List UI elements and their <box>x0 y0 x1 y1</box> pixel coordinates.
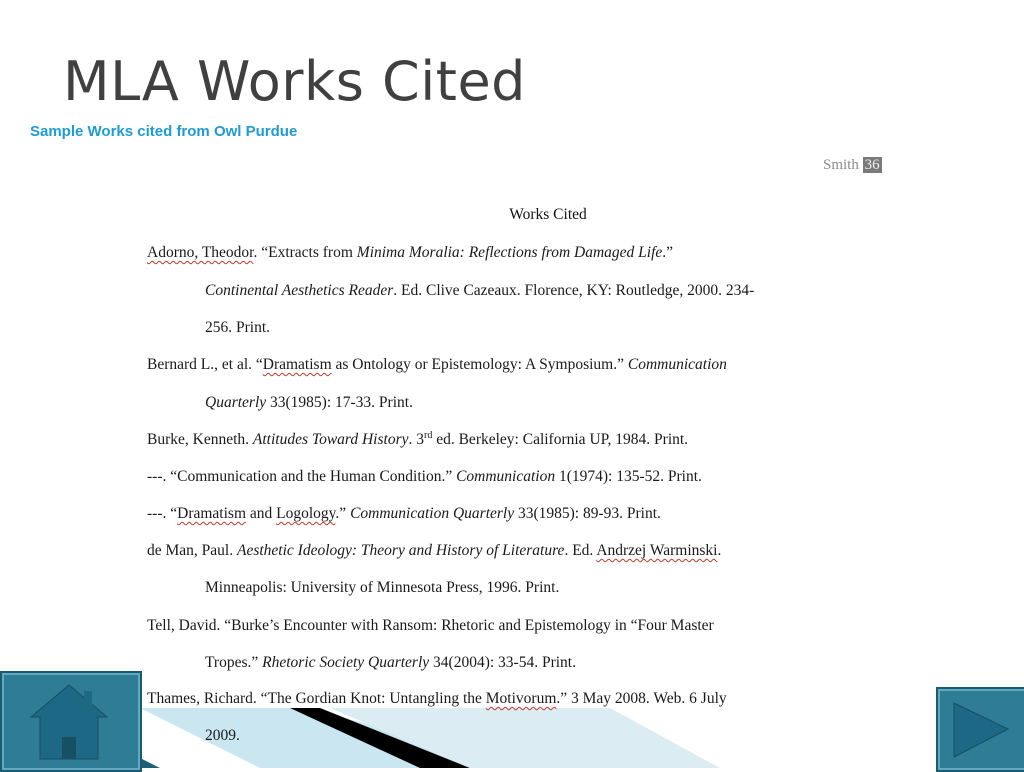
citation-deman-line-1 <box>147 542 721 560</box>
journal-title: Rhetoric Society Quarterly <box>262 654 430 671</box>
citation-text: . “Extracts from <box>253 244 357 261</box>
citation-bernard-line-2 <box>205 394 413 412</box>
misspelled-word: Dramatism <box>262 356 332 373</box>
works-cited-heading: Works Cited <box>509 206 587 223</box>
citation-text: Thames, Richard. “The Gordian Knot: Untangling the <box>147 690 486 707</box>
citation-adorno-line-1 <box>147 244 673 262</box>
journal-title: Quarterly <box>205 394 267 411</box>
slide-subtitle: Sample Works cited from Owl Purdue <box>30 123 298 140</box>
home-icon <box>2 673 136 766</box>
decorative-stripes <box>0 708 1024 768</box>
citation-tell-line-2 <box>205 654 576 672</box>
misspelled-word: Motivorum <box>485 690 557 707</box>
journal-title: Communication Quarterly <box>350 505 515 522</box>
document-page-header <box>823 157 882 174</box>
book-title: Attitudes Toward History <box>252 431 409 449</box>
citation-text: Bernard L., et al. “ <box>147 356 263 373</box>
citation-text: and <box>246 505 277 522</box>
citation-text: .” <box>662 244 674 261</box>
citation-burke-1 <box>147 430 688 449</box>
citation-text: 33(1985): 17-33. Print. <box>266 394 413 411</box>
citation-text: ed. Berkeley: California UP, 1984. Print. <box>432 431 689 449</box>
citation-text: ---. “Communication and the Human Condition.” <box>147 468 457 485</box>
misspelled-word: Andrzej Warminski <box>596 542 718 559</box>
author-name: Adorno, Theodor <box>147 244 254 261</box>
citation-tell-line-1: Tell, David. “Burke’s Encounter with Ransom: Rhetoric and Epistemology in “Four Master <box>147 617 714 634</box>
citation-text: Tropes.” <box>205 654 263 671</box>
citation-text: as Ontology or Epistemology: A Symposium.” <box>331 356 628 373</box>
header-author-name: Smith <box>823 157 859 173</box>
misspelled-word: Logology <box>276 505 336 522</box>
citation-thames-line-2: 2009. <box>205 727 240 744</box>
book-title: Continental Aesthetics Reader <box>205 282 394 299</box>
citation-burke-2 <box>147 468 702 486</box>
journal-title: Communication <box>627 356 727 373</box>
citation-text: .” <box>335 505 351 522</box>
citation-bernard-line-1 <box>147 356 727 374</box>
citation-deman-line-2: Minneapolis: University of Minnesota Press, 1996. Print. <box>205 579 560 596</box>
journal-title: Communication <box>456 468 556 485</box>
citation-text: . 3 <box>408 431 424 449</box>
slide-title: MLA Works Cited <box>63 50 526 113</box>
citation-adorno-line-3: 256. Print. <box>205 319 271 336</box>
misspelled-word: Dramatism <box>177 505 246 522</box>
citation-burke-3 <box>147 505 661 523</box>
home-button[interactable] <box>0 671 142 772</box>
citation-text: de Man, Paul. <box>147 542 237 559</box>
citation-text: . <box>717 542 722 559</box>
citation-text: Burke, Kenneth. <box>147 431 253 449</box>
play-arrow-icon <box>938 689 1022 766</box>
header-page-number: 36 <box>864 157 880 173</box>
citation-text: . Ed. Clive Cazeaux. Florence, KY: Routledge, 2000. 234- <box>393 282 755 299</box>
citation-text: 1(1974): 135-52. Print. <box>555 468 702 485</box>
citation-thames-line-1 <box>147 690 727 708</box>
book-title: Minima Moralia: Reflections from Damaged Life <box>356 244 663 261</box>
citation-adorno-line-2 <box>205 282 754 300</box>
citation-text: . Ed. <box>564 542 597 559</box>
citation-text: 34(2004): 33-54. Print. <box>429 654 576 671</box>
book-title: Aesthetic Ideology: Theory and History of Literature <box>236 542 565 559</box>
citation-text: .” 3 May 2008. Web. 6 July <box>556 690 727 707</box>
citation-text: ---. “ <box>147 505 178 522</box>
ordinal-suffix: rd <box>424 430 433 441</box>
next-slide-button[interactable] <box>936 687 1024 772</box>
citation-text: 33(1985): 89-93. Print. <box>514 505 661 522</box>
